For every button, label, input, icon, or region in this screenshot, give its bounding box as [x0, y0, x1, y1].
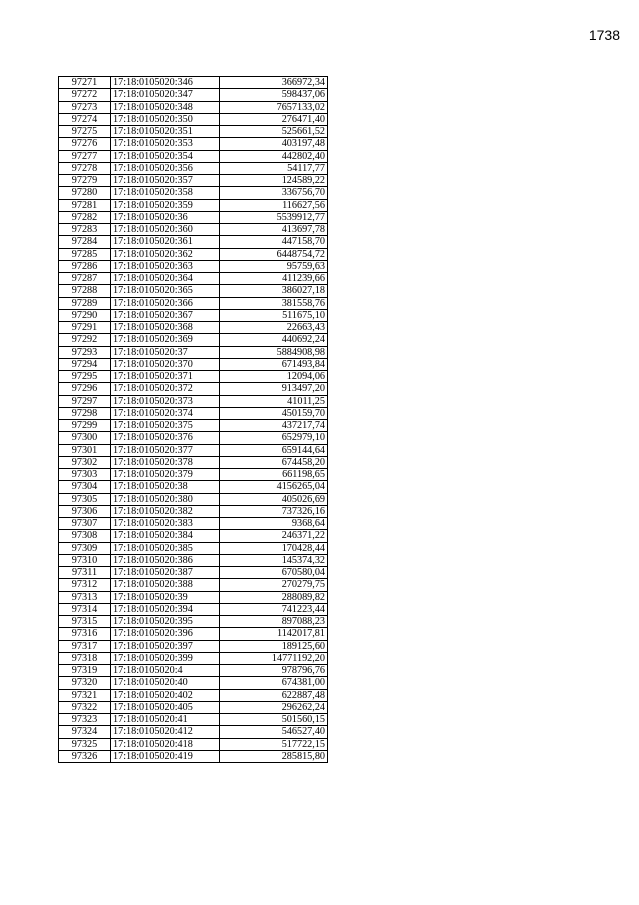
cadastral-number: 17:18:0105020:402	[111, 689, 220, 701]
cadastral-value: 288089,82	[220, 591, 328, 603]
row-number: 97303	[59, 469, 111, 481]
row-number: 97320	[59, 677, 111, 689]
cadastral-number: 17:18:0105020:397	[111, 640, 220, 652]
cadastral-number: 17:18:0105020:394	[111, 603, 220, 615]
cadastral-number: 17:18:0105020:373	[111, 395, 220, 407]
row-number: 97298	[59, 407, 111, 419]
row-number: 97283	[59, 224, 111, 236]
cadastral-number: 17:18:0105020:419	[111, 750, 220, 762]
table-row	[59, 322, 328, 334]
row-number: 97323	[59, 714, 111, 726]
cadastral-number: 17:18:0105020:365	[111, 285, 220, 297]
table-row	[59, 138, 328, 150]
row-number: 97301	[59, 444, 111, 456]
table-row	[59, 738, 328, 750]
row-number: 97281	[59, 199, 111, 211]
cadastral-number: 17:18:0105020:380	[111, 493, 220, 505]
row-number: 97315	[59, 616, 111, 628]
cadastral-number: 17:18:0105020:383	[111, 518, 220, 530]
table-row	[59, 126, 328, 138]
row-number: 97277	[59, 150, 111, 162]
row-number: 97274	[59, 113, 111, 125]
cadastral-value: 440692,24	[220, 334, 328, 346]
row-number: 97285	[59, 248, 111, 260]
cadastral-number: 17:18:0105020:368	[111, 322, 220, 334]
row-number: 97321	[59, 689, 111, 701]
cadastral-number: 17:18:0105020:375	[111, 420, 220, 432]
cadastral-value: 22663,43	[220, 322, 328, 334]
cadastral-value: 671493,84	[220, 358, 328, 370]
cadastral-value: 12094,06	[220, 371, 328, 383]
table-row	[59, 260, 328, 272]
cadastral-value: 670580,04	[220, 567, 328, 579]
cadastral-value: 14771192,20	[220, 652, 328, 664]
row-number: 97302	[59, 456, 111, 468]
cadastral-number: 17:18:0105020:357	[111, 175, 220, 187]
cadastral-value: 652979,10	[220, 432, 328, 444]
row-number: 97309	[59, 542, 111, 554]
table-row	[59, 77, 328, 89]
table-row	[59, 726, 328, 738]
row-number: 97272	[59, 89, 111, 101]
cadastral-value: 737326,16	[220, 505, 328, 517]
row-number: 97312	[59, 579, 111, 591]
cadastral-value: 145374,32	[220, 554, 328, 566]
cadastral-number: 17:18:0105020:405	[111, 701, 220, 713]
cadastral-value: 7657133,02	[220, 101, 328, 113]
cadastral-number: 17:18:0105020:366	[111, 297, 220, 309]
cadastral-value: 405026,69	[220, 493, 328, 505]
cadastral-value: 661198,65	[220, 469, 328, 481]
cadastral-value: 437217,74	[220, 420, 328, 432]
row-number: 97288	[59, 285, 111, 297]
cadastral-value: 5884908,98	[220, 346, 328, 358]
row-number: 97273	[59, 101, 111, 113]
cadastral-value: 413697,78	[220, 224, 328, 236]
cadastral-value: 897088,23	[220, 616, 328, 628]
page-number: 1738	[588, 27, 620, 43]
row-number: 97294	[59, 358, 111, 370]
table-row	[59, 616, 328, 628]
cadastral-value: 1142017,81	[220, 628, 328, 640]
cadastral-value: 285815,80	[220, 750, 328, 762]
row-number: 97278	[59, 162, 111, 174]
table-row	[59, 530, 328, 542]
cadastral-value: 116627,56	[220, 199, 328, 211]
row-number: 97299	[59, 420, 111, 432]
cadastral-value: 978796,76	[220, 665, 328, 677]
cadastral-number: 17:18:0105020:356	[111, 162, 220, 174]
table-row	[59, 407, 328, 419]
table-row	[59, 309, 328, 321]
table-row	[59, 334, 328, 346]
cadastral-number: 17:18:0105020:372	[111, 383, 220, 395]
cadastral-value: 913497,20	[220, 383, 328, 395]
cadastral-number: 17:18:0105020:41	[111, 714, 220, 726]
cadastral-number: 17:18:0105020:4	[111, 665, 220, 677]
cadastral-number: 17:18:0105020:36	[111, 211, 220, 223]
cadastral-number: 17:18:0105020:376	[111, 432, 220, 444]
row-number: 97305	[59, 493, 111, 505]
cadastral-value: 546527,40	[220, 726, 328, 738]
table-row	[59, 505, 328, 517]
table-row	[59, 444, 328, 456]
cadastral-value: 381558,76	[220, 297, 328, 309]
table-row	[59, 371, 328, 383]
table-row	[59, 603, 328, 615]
cadastral-value: 450159,70	[220, 407, 328, 419]
table-row	[59, 689, 328, 701]
cadastral-value: 41011,25	[220, 395, 328, 407]
cadastral-value: 674381,00	[220, 677, 328, 689]
table-row	[59, 224, 328, 236]
table-row	[59, 297, 328, 309]
table-row	[59, 493, 328, 505]
cadastral-number: 17:18:0105020:358	[111, 187, 220, 199]
cadastral-number: 17:18:0105020:379	[111, 469, 220, 481]
table-row	[59, 211, 328, 223]
table-row	[59, 456, 328, 468]
table-row	[59, 420, 328, 432]
cadastral-number: 17:18:0105020:351	[111, 126, 220, 138]
table-row	[59, 383, 328, 395]
table-row	[59, 554, 328, 566]
row-number: 97280	[59, 187, 111, 199]
cadastral-number: 17:18:0105020:40	[111, 677, 220, 689]
table-row	[59, 346, 328, 358]
row-number: 97275	[59, 126, 111, 138]
cadastral-value: 6448754,72	[220, 248, 328, 260]
table-row	[59, 542, 328, 554]
table-row	[59, 591, 328, 603]
cadastral-value: 4156265,04	[220, 481, 328, 493]
table-row	[59, 714, 328, 726]
cadastral-number: 17:18:0105020:388	[111, 579, 220, 591]
row-number: 97287	[59, 273, 111, 285]
table-row	[59, 469, 328, 481]
cadastral-value: 598437,06	[220, 89, 328, 101]
table-row	[59, 101, 328, 113]
cadastral-number: 17:18:0105020:362	[111, 248, 220, 260]
cadastral-value: 403197,48	[220, 138, 328, 150]
row-number: 97293	[59, 346, 111, 358]
cadastral-number: 17:18:0105020:348	[111, 101, 220, 113]
table-row	[59, 248, 328, 260]
table-row	[59, 358, 328, 370]
cadastral-number: 17:18:0105020:359	[111, 199, 220, 211]
cadastral-value: 447158,70	[220, 236, 328, 248]
cadastral-value: 95759,63	[220, 260, 328, 272]
cadastral-value: 511675,10	[220, 309, 328, 321]
table-row	[59, 187, 328, 199]
table-row	[59, 518, 328, 530]
row-number: 97271	[59, 77, 111, 89]
row-number: 97310	[59, 554, 111, 566]
cadastral-number: 17:18:0105020:370	[111, 358, 220, 370]
cadastral-number: 17:18:0105020:377	[111, 444, 220, 456]
cadastral-value: 336756,70	[220, 187, 328, 199]
row-number: 97282	[59, 211, 111, 223]
cadastral-number: 17:18:0105020:387	[111, 567, 220, 579]
row-number: 97307	[59, 518, 111, 530]
row-number: 97291	[59, 322, 111, 334]
cadastral-number: 17:18:0105020:363	[111, 260, 220, 272]
row-number: 97316	[59, 628, 111, 640]
table-row	[59, 150, 328, 162]
table-row	[59, 750, 328, 762]
cadastral-value: 9368,64	[220, 518, 328, 530]
table-row	[59, 199, 328, 211]
table-row	[59, 652, 328, 664]
cadastral-number: 17:18:0105020:346	[111, 77, 220, 89]
row-number: 97290	[59, 309, 111, 321]
row-number: 97289	[59, 297, 111, 309]
row-number: 97292	[59, 334, 111, 346]
row-number: 97276	[59, 138, 111, 150]
cadastral-number: 17:18:0105020:37	[111, 346, 220, 358]
table-row	[59, 640, 328, 652]
cadastral-value: 5539912,77	[220, 211, 328, 223]
table-row	[59, 579, 328, 591]
cadastral-value: 442802,40	[220, 150, 328, 162]
table-row	[59, 628, 328, 640]
row-number: 97295	[59, 371, 111, 383]
cadastral-number: 17:18:0105020:369	[111, 334, 220, 346]
cadastral-value: 659144,64	[220, 444, 328, 456]
cadastral-number: 17:18:0105020:361	[111, 236, 220, 248]
cadastral-value: 741223,44	[220, 603, 328, 615]
cadastral-number: 17:18:0105020:360	[111, 224, 220, 236]
table-row	[59, 481, 328, 493]
cadastral-value: 276471,40	[220, 113, 328, 125]
table-row	[59, 175, 328, 187]
cadastral-number: 17:18:0105020:382	[111, 505, 220, 517]
table-row	[59, 285, 328, 297]
cadastral-number: 17:18:0105020:350	[111, 113, 220, 125]
cadastral-value: 189125,60	[220, 640, 328, 652]
cadastral-number: 17:18:0105020:395	[111, 616, 220, 628]
row-number: 97322	[59, 701, 111, 713]
row-number: 97324	[59, 726, 111, 738]
table-row	[59, 236, 328, 248]
cadastral-number: 17:18:0105020:364	[111, 273, 220, 285]
row-number: 97279	[59, 175, 111, 187]
row-number: 97325	[59, 738, 111, 750]
cadastral-value: 411239,66	[220, 273, 328, 285]
cadastral-number: 17:18:0105020:399	[111, 652, 220, 664]
table-row	[59, 395, 328, 407]
cadastral-number: 17:18:0105020:386	[111, 554, 220, 566]
cadastral-number: 17:18:0105020:353	[111, 138, 220, 150]
row-number: 97306	[59, 505, 111, 517]
cadastral-value: 170428,44	[220, 542, 328, 554]
cadastral-number: 17:18:0105020:39	[111, 591, 220, 603]
cadastral-value-table	[58, 76, 328, 763]
row-number: 97313	[59, 591, 111, 603]
row-number: 97300	[59, 432, 111, 444]
cadastral-number: 17:18:0105020:418	[111, 738, 220, 750]
table-row	[59, 677, 328, 689]
cadastral-value: 525661,52	[220, 126, 328, 138]
cadastral-value: 517722,15	[220, 738, 328, 750]
table-row	[59, 567, 328, 579]
cadastral-value: 386027,18	[220, 285, 328, 297]
row-number: 97286	[59, 260, 111, 272]
cadastral-number: 17:18:0105020:385	[111, 542, 220, 554]
cadastral-number: 17:18:0105020:354	[111, 150, 220, 162]
row-number: 97319	[59, 665, 111, 677]
row-number: 97304	[59, 481, 111, 493]
cadastral-value: 366972,34	[220, 77, 328, 89]
table-row	[59, 701, 328, 713]
cadastral-number: 17:18:0105020:378	[111, 456, 220, 468]
cadastral-value: 246371,22	[220, 530, 328, 542]
table-row	[59, 113, 328, 125]
row-number: 97311	[59, 567, 111, 579]
row-number: 97296	[59, 383, 111, 395]
cadastral-number: 17:18:0105020:347	[111, 89, 220, 101]
row-number: 97326	[59, 750, 111, 762]
cadastral-value: 622887,48	[220, 689, 328, 701]
cadastral-number: 17:18:0105020:384	[111, 530, 220, 542]
cadastral-value: 124589,22	[220, 175, 328, 187]
cadastral-value: 674458,20	[220, 456, 328, 468]
cadastral-number: 17:18:0105020:374	[111, 407, 220, 419]
row-number: 97317	[59, 640, 111, 652]
table-body	[59, 77, 328, 763]
cadastral-number: 17:18:0105020:396	[111, 628, 220, 640]
row-number: 97318	[59, 652, 111, 664]
row-number: 97308	[59, 530, 111, 542]
cadastral-number: 17:18:0105020:38	[111, 481, 220, 493]
row-number: 97297	[59, 395, 111, 407]
cadastral-number: 17:18:0105020:371	[111, 371, 220, 383]
row-number: 97314	[59, 603, 111, 615]
cadastral-value: 270279,75	[220, 579, 328, 591]
cadastral-number: 17:18:0105020:412	[111, 726, 220, 738]
cadastral-number: 17:18:0105020:367	[111, 309, 220, 321]
table-row	[59, 89, 328, 101]
table-row	[59, 162, 328, 174]
table-row	[59, 665, 328, 677]
cadastral-value: 501560,15	[220, 714, 328, 726]
cadastral-value: 54117,77	[220, 162, 328, 174]
table-row	[59, 273, 328, 285]
cadastral-value: 296262,24	[220, 701, 328, 713]
row-number: 97284	[59, 236, 111, 248]
table-row	[59, 432, 328, 444]
